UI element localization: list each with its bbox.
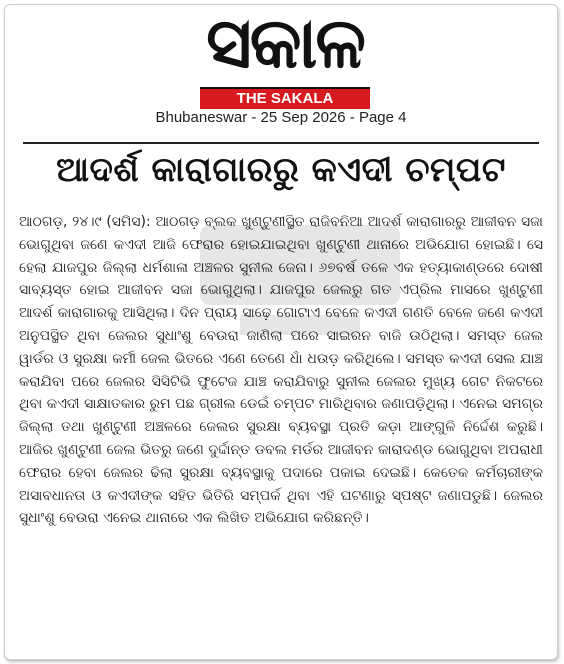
sakala-logo: ସକାଳ [206,4,364,84]
article-body [19,211,543,530]
logo-subtitle: THE SAKALA [200,87,370,109]
newspaper-clipping [4,4,558,660]
divider [23,142,539,144]
article-paragraph: ଆଠଗଡ଼, ୨୪।୯ (ସମିସ): ଆଠଗଡ଼ ବ୍ଲକ ଖୁଣ୍ଟୁଣୀସ୍ଥିତ ରାଜିବନିଆ ଆଦର୍ଶ କାରାଗାରରୁ ଆଜୀବନ ସଜା ଭୋଗୁଥିବା ଜଣେ କଏଦୀ ଆଜି ଫେରାର ହୋଇଯାଇଥିବା ଖୁଣ୍ଟୁଣୀ ଥାନାରେ ଅଭିଯୋଗ ହୋଇଛି। ସେ ହେଲା ଯାଜପୁର ଜିଲ୍ଲା ଧର୍ମଶାଳା ଅଞ୍ଚଳର ସୁନୀଲ ଜେନା। ୬୭ବର୍ଷ ତଳେ ଏକ ହତ୍ୟାକାଣ୍ଡରେ ଦୋଷୀ ସାବ୍ୟସ୍ତ ହୋଇ ଆଜୀବନ ସଜା ଭୋଗୁଥିଲା। ଯାଜପୁର ଜେଲରୁ ଗତ ଏପ୍ରିଲ ମାସରେ ଖୁଣ୍ଟୁଣୀ ଆଦର୍ଶ କାରାଗାରକୁ ଆସିଥିଲା। ଦିନ ପ୍ରାୟ ସାଢ଼େ ଗୋଟାଏ ବେଳେ କଏଦୀ ଗଣତି ବେଳେ ଜଣେ କଏଦୀ ଅନୁପସ୍ଥିତ ଥିବା ଜେଲର ସୁଧାଂଶୁ ବେଉରା ଜାଣିଲା ପରେ ସାଇରନ ବାଜି ଉଠିଥିଲା। ସମସ୍ତ ଜେଲ ୱାର୍ଡର ଓ ସୁରକ୍ଷା କର୍ମୀ ଜେଲ ଭିତରେ ଏଣେ ତେଣେ ଧାଁ ଧଉଡ଼ କରିଥିଲେ। ସମସ୍ତ କଏଦୀ ସେଲ ଯାଞ୍ଚ କରାଯିବା ପରେ ଜେଲର ସିସିଟିଭି ଫୁଟେଜ ଯାଞ୍ଚ କରାଯିବାରୁ ସୁନୀଲ ଜେଲର ମୁଖ୍ୟ ଗେଟ ନିକଟରେ ଥିବା କଏଦୀ ସାକ୍ଷାତକାର ରୁମ ପଛ ଗ୍ରୀଲ ଡେଇଁ ଚମ୍ପଟ ମାରିଥିବାର ଜଣାପଡ଼ିଥିଲା। ଏନେଇ ସମଗ୍ର ଜିଲ୍ଲା ତଥା ଖୁଣ୍ଟୁଣୀ ଅଞ୍ଚଳରେ ଜେଲର ସୁରକ୍ଷା ବ୍ୟବସ୍ଥା ପ୍ରତି କଡ଼ା ଆଙ୍ଗୁଳି ନିର୍ଦ୍ଦେଶ କରୁଛି। ଆଜିର ଖୁଣ୍ଟୁଣୀ ଜେଲ ଭିତରୁ ଜଣେ ଦୁର୍ଦ୍ଦାନ୍ତ ଡବଲ ମର୍ଡର ଆଜୀବନ କାରାଦଣ୍ଡ ଭୋଗୁଥିବା ଅପରାଧୀ ଫେରାର ହେବା ଜେଲର ଢିଲା ସୁରକ୍ଷା ବ୍ୟବସ୍ଥାକୁ ପଦାରେ ପକାଇ ଦେଇଛି। କେତେକ କର୍ମଚାରୀଙ୍କ ଅସାବଧାନତା ଓ କଏଦୀଙ୍କ ସହିତ ଭିତିରି ସମ୍ପର୍କ ଥିବା ଏହି ଘଟଣାରୁ ସ୍ପଷ୍ଟ ଜଣାପଡୁଛି। ଜେଲର ସୁଧାଂଶୁ ବେଉରା ଏନେଇ ଥାନାରେ ଏକ ଲିଖିତ ଅଭିଯୋଗ କରିଛନ୍ତି। [19,214,543,527]
dateline: Bhubaneswar - 25 Sep 2026 - Page 4 [155,109,407,126]
article-headline: ଆଦର୍ଶ କାରାଗାରରୁ କଏଦୀ ଚମ୍ପଟ [56,150,506,190]
masthead [5,5,557,107]
